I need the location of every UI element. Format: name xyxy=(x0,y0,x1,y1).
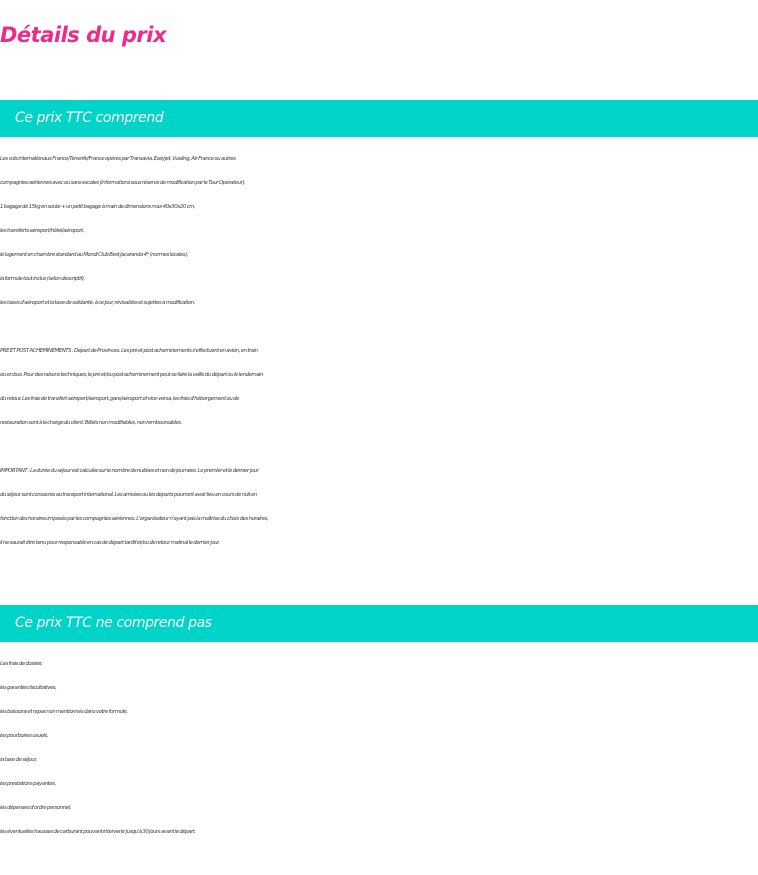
included-item: Les vols internationaux France/Tenerife/France opérés par Transavia, Easyjet, Vueling, Air France ou autres xyxy=(0,156,236,162)
important-note-line: du séjour sont consacrés au transport international. Les arrivées ou les départs pourront avoir lieu en cours de nuit en xyxy=(0,492,257,498)
section-heading-excluded: Ce prix TTC ne comprend pas xyxy=(0,605,758,642)
section-heading-included: Ce prix TTC comprend xyxy=(0,100,758,137)
included-item: les taxes d'aéroport et la taxe de solidarité, à ce jour, révisables et sujettes à modification. xyxy=(0,300,195,306)
important-note-line: il ne saurait être tenu pour responsable en cas de départ tardif et/ou de retour matinal le dernier jour. xyxy=(0,540,220,546)
excluded-item: Les frais de dossier, xyxy=(0,661,43,667)
included-item: la formule tout inclus (selon descriptif), xyxy=(0,276,85,282)
transport-note-line: PRE ET POST ACHEMINEMENTS : Départ de Provinces. Les pré et post acheminements s'effectuent en avion, en train xyxy=(0,348,258,354)
transport-note-line: restauration sont à la charge du client. Billets non modifiables, non remboursables. xyxy=(0,420,182,426)
included-list xyxy=(0,147,758,315)
excluded-item: les dépenses d'ordre personnel, xyxy=(0,805,71,811)
included-item: 1 bagage de 15kg en soute + un petit bagage à main de dimensions max 40x30x20 cm, xyxy=(0,204,196,210)
excluded-item: les boissons et repas non mentionnés dans votre formule, xyxy=(0,709,128,715)
excluded-item: les garanties facultatives, xyxy=(0,685,57,691)
transport-note-line: du retour. Les frais de transfert aéroport/aéroport, gare/aéroport et vice-versa, les frais d'hébergement ou de xyxy=(0,396,239,402)
important-note-line: IMPORTANT : La durée du séjour est calculée sur le nombre de nuitées et non de journées. Le premier et le dernier jour xyxy=(0,468,259,474)
included-item: compagnies aériennes avec ou sans escales (informations sous réserve de modification par le Tour Opérateur), xyxy=(0,180,246,186)
included-item: le logement en chambre standard au Mondi Club Best Jacaranda 4* (normes locales), xyxy=(0,252,189,258)
page-title: Détails du prix xyxy=(0,23,167,47)
excluded-item: les éventuelles hausses de carburant pouvant intervenir jusqu'à 30 jours avant le départ. xyxy=(0,829,196,835)
transport-note xyxy=(0,339,758,435)
excluded-item: les pourboires usuels, xyxy=(0,733,49,739)
excluded-item: les prestations payantes, xyxy=(0,781,56,787)
excluded-list xyxy=(0,652,758,844)
important-note xyxy=(0,459,758,555)
excluded-item: la taxe de séjour, xyxy=(0,757,37,763)
included-item: les transferts aéroport/hôtel/aéroport, xyxy=(0,228,85,234)
transport-note-line: ou en bus. Pour des raisons techniques, le pré et/ou post acheminement peut se faire la veille du départ ou le lendemain xyxy=(0,372,264,378)
important-note-line: fonction des horaires imposés par les compagnies aériennes. L'organisateur n'ayant pas la maîtrise du choix des horaires, xyxy=(0,516,269,522)
